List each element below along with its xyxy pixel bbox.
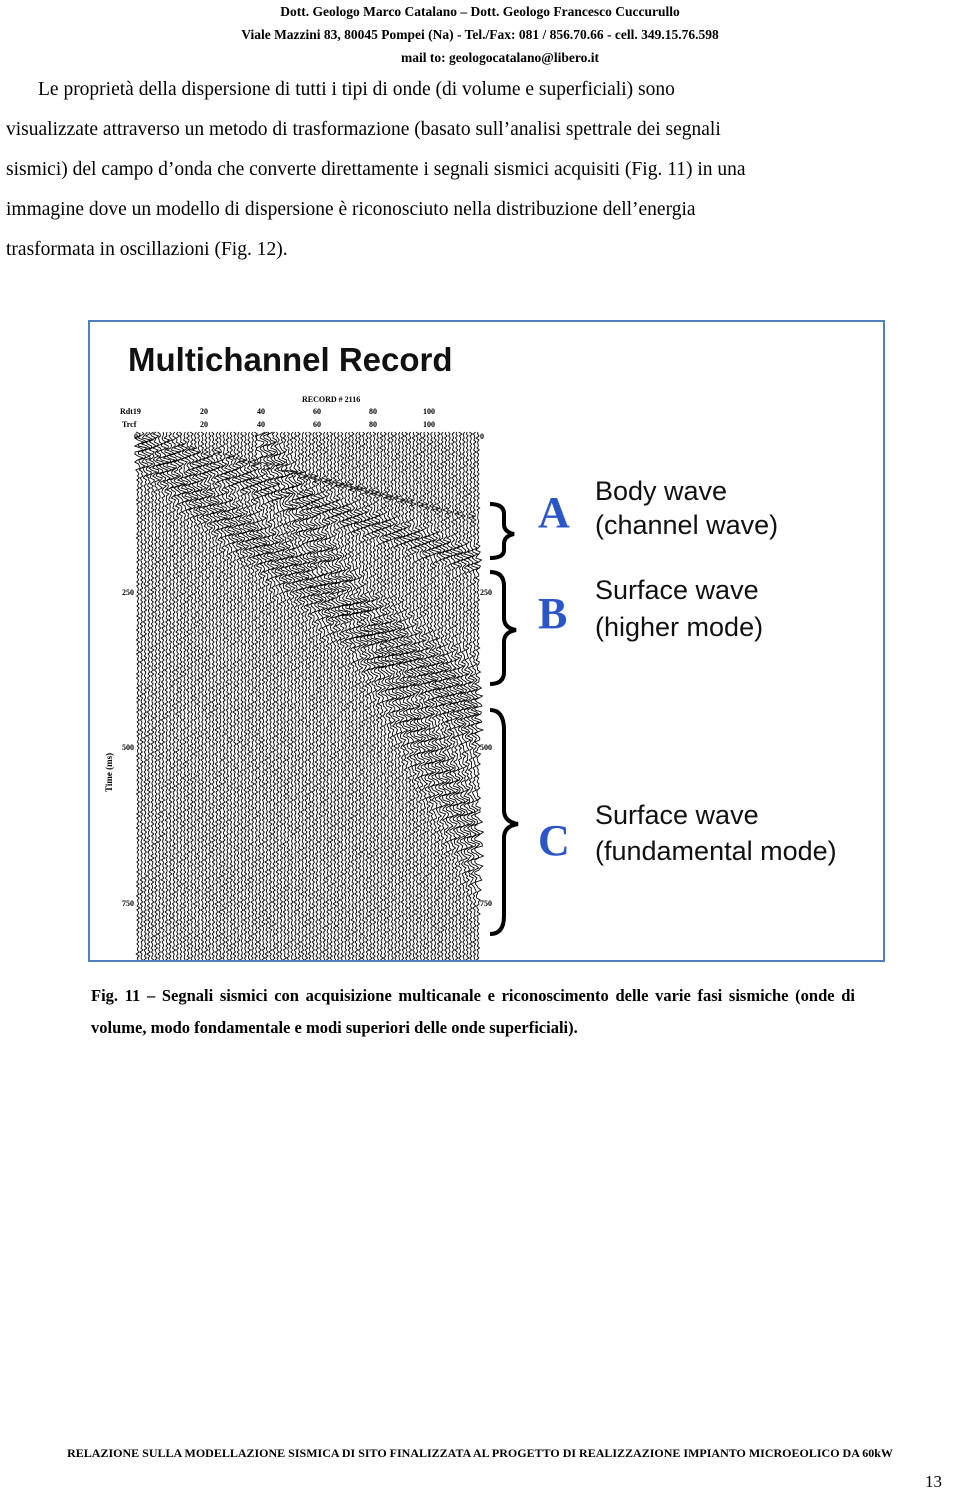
paragraph-line: trasformata in oscillazioni (Fig. 12). xyxy=(6,239,288,260)
time-tick-right: 500 xyxy=(480,743,492,752)
axis-tick: 100 xyxy=(423,420,435,429)
seismic-trace xyxy=(135,432,144,960)
time-tick-right: 250 xyxy=(480,588,492,597)
axis-tick: 20 xyxy=(200,420,208,429)
axis-row-label: Rdt19 xyxy=(120,407,141,416)
annotation-c-line2: (fundamental mode) xyxy=(595,836,837,866)
time-tick-zero-right: 0 xyxy=(480,432,484,441)
axis-tick: 40 xyxy=(257,407,265,416)
figure-caption: Fig. 11 – Segnali sismici con acquisizione multicanale e riconoscimento delle varie fasi sismiche (onde di volume, modo fondamentale e modi superiori delle onde superficiali). xyxy=(91,986,855,1037)
axis-tick: 80 xyxy=(369,420,377,429)
figure-title: Multichannel Record xyxy=(128,341,453,378)
annotation-a-line1: Body wave xyxy=(595,476,728,506)
time-tick-zero: 0 xyxy=(134,432,138,441)
paragraph-line: visualizzate attraverso un metodo di trasformazione (basato sull’analisi spettrale dei segnali xyxy=(6,119,721,140)
annotation-b-line2: (higher mode) xyxy=(595,612,764,642)
time-tick: 250 xyxy=(122,588,134,597)
annotation-letter-b: B xyxy=(538,589,568,638)
axis-tick: 20 xyxy=(200,407,208,416)
body-paragraph xyxy=(6,70,908,270)
bracket-c xyxy=(490,710,518,934)
paragraph-line: Le proprietà della dispersione di tutti i tipi di onde (di volume e superficiali) sono xyxy=(38,79,675,100)
time-tick-right: 750 xyxy=(480,899,492,908)
figure-multichannel-record xyxy=(88,320,885,962)
letterhead-names: Dott. Geologo Marco Catalano – Dott. Geologo Francesco Cuccurullo xyxy=(280,4,680,19)
seismic-trace xyxy=(181,432,189,960)
annotation-letter-a: A xyxy=(538,488,570,537)
paragraph-line: sismici) del campo d’onda che converte direttamente i segnali sismici acquisiti (Fig. 11) in una xyxy=(6,159,746,180)
axis-row-label: Trcf xyxy=(122,420,137,429)
annotation-b-line1: Surface wave xyxy=(595,575,759,605)
page-footer: RELAZIONE SULLA MODELLAZIONE SISMICA DI SITO FINALIZZATA AL PROGETTO DI REALIZZAZIONE IMPIANTO MICROEOLICO DA 60kW xyxy=(67,1446,893,1460)
axis-tick: 60 xyxy=(313,420,321,429)
seismic-traces xyxy=(135,432,484,960)
letterhead-email: mail to: geologocatalano@libero.it xyxy=(401,50,599,65)
letterhead xyxy=(0,0,960,69)
bracket-b xyxy=(490,572,516,684)
time-tick: 750 xyxy=(122,899,134,908)
axis-tick: 60 xyxy=(313,407,321,416)
axis-tick: 100 xyxy=(423,407,435,416)
letterhead-address: Viale Mazzini 83, 80045 Pompei (Na) - Tel./Fax: 081 / 856.70.66 - cell. 349.15.76.598 xyxy=(241,27,719,42)
record-label: RECORD # 2116 xyxy=(302,395,361,404)
annotation-letter-c: C xyxy=(538,816,570,865)
time-tick: 500 xyxy=(122,743,134,752)
axis-tick: 40 xyxy=(257,420,265,429)
paragraph-line: immagine dove un modello di dispersione è riconosciuto nella distribuzione dell’energia xyxy=(6,199,696,220)
axis-tick: 80 xyxy=(369,407,377,416)
page-number: 13 xyxy=(925,1472,942,1491)
bracket-a xyxy=(490,504,514,558)
annotation-a-line2: (channel wave) xyxy=(595,510,779,540)
seismogram-figure xyxy=(90,322,883,960)
y-axis-label: Time (ms) xyxy=(104,752,114,792)
annotation-c-line1: Surface wave xyxy=(595,800,759,830)
